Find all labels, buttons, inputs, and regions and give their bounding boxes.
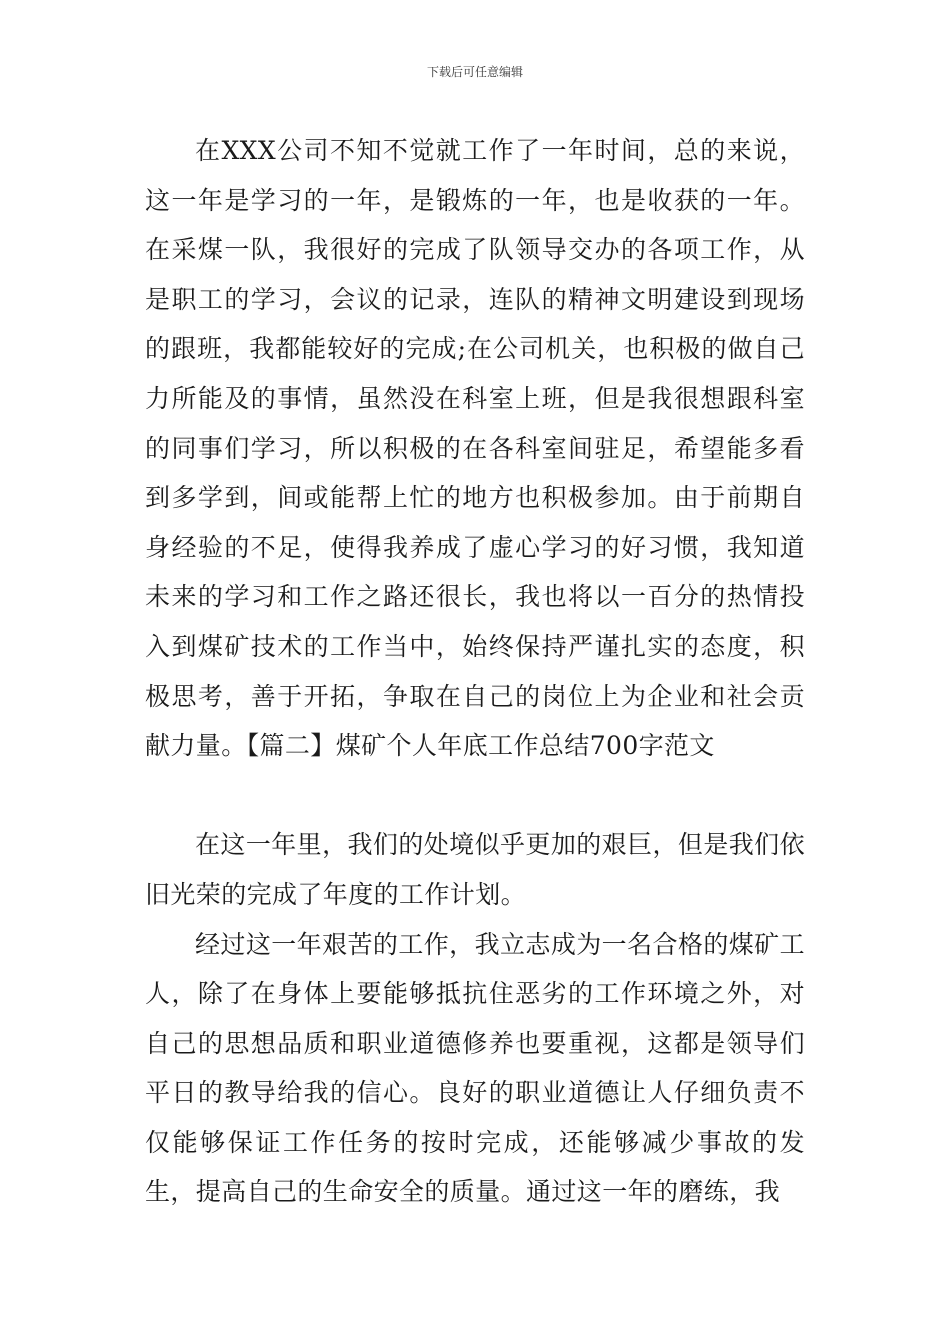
paragraph-spacer: [145, 771, 805, 821]
document-body: [145, 126, 805, 1217]
page-header-note: 下载后可任意编辑: [426, 65, 523, 79]
paragraph-3: 经过这一年艰苦的工作，我立志成为一名合格的煤矿工人，除了在身体上要能够抵抗住恶劣的工作环境之外，对自己的思想品质和职业道德修养也要重视，这都是领导们平日的教导给我的信心。良好的职业道德让人仔细负责不仅能够保证工作任务的按时完成，还能够减少事故的发生，提高自己的生命安全的质量。通过这一年的磨练，我: [145, 929, 805, 1207]
paragraph-2: 在这一年里，我们的处境似乎更加的艰巨，但是我们依旧光荣的完成了年度的工作计划。: [145, 830, 805, 909]
paragraph-1: 在XXX公司不知不觉就工作了一年时间，总的来说，这一年是学习的一年，是锻炼的一年，也是收获的一年。在采煤一队，我很好的完成了队领导交办的各项工作，从是职工的学习，会议的记录，连队的精神文明建设到现场的跟班，我都能较好的完成;在公司机关，也积极的做自己力所能及的事情，虽然没在科室上班，但是我很想跟科室的同事们学习，所以积极的在各科室间驻足，希望能多看到多学到，间或能帮上忙的地方也积极参加。由于前期自身经验的不足，使得我养成了虚心学习的好习惯，我知道未来的学习和工作之路还很长，我也将以一百分的热情投入到煤矿技术的工作当中，始终保持严谨扎实的态度，积极思考，善于开拓，争取在自己的岗位上为企业和社会贡献力量。【篇二】煤矿个人年底工作总结700字范文: [145, 136, 805, 761]
